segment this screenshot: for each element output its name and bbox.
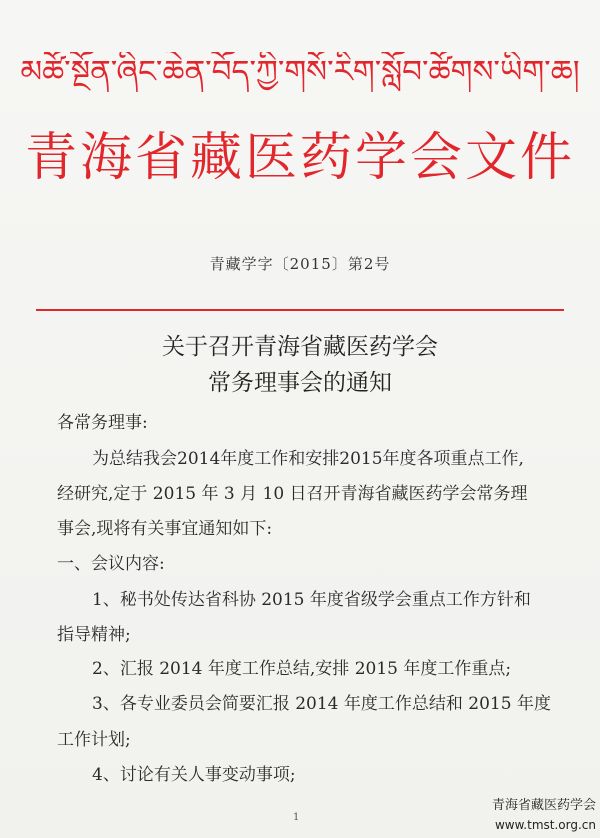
list-item-continuation: 指导精神; [57, 625, 131, 645]
tibetan-letterhead: མཚོ་སྔོན་ཞིང་ཆེན་བོད་ཀྱི་གསོ་རིག་སློབ་ཚོགས་ཡིག་ཆ། [20, 54, 580, 90]
paragraph-line: 事会,现将有关事宜通知如下: [57, 519, 273, 539]
salutation: 各常务理事: [57, 413, 148, 433]
section-heading: 一、会议内容: [57, 554, 165, 574]
list-item: 3、各专业委员会简要汇报 2014 年度工作总结和 2015 年度 [92, 694, 551, 714]
watermark-url: www.tmst.org.cn [494, 818, 596, 832]
list-item: 2、汇报 2014 年度工作总结,安排 2015 年度工作重点; [92, 659, 512, 679]
list-item: 4、讨论有关人事变动事项; [92, 765, 296, 785]
document-number: 青藏学字〔2015〕第2号 [209, 255, 391, 273]
watermark-org: 青海省藏医药学会 [491, 798, 596, 813]
notice-title-line2: 常务理事会的通知 [208, 370, 392, 396]
notice-title-line1: 关于召开青海省藏医药学会 [162, 334, 438, 360]
page-number: 1 [293, 812, 300, 823]
paragraph-line: 为总结我会2014年度工作和安排2015年度各项重点工作, [92, 449, 524, 469]
list-item: 1、秘书处传达省科协 2015 年度省级学会重点工作方针和 [92, 590, 531, 610]
list-item-continuation: 工作计划; [57, 730, 131, 750]
letterhead-title: 青海省藏医药学会文件 [24, 128, 575, 188]
paragraph-line: 经研究,定于 2015 年 3 月 10 日召开青海省藏医药学会常务理 [57, 484, 528, 504]
red-divider-line [36, 309, 564, 311]
site-watermark [475, 796, 600, 838]
